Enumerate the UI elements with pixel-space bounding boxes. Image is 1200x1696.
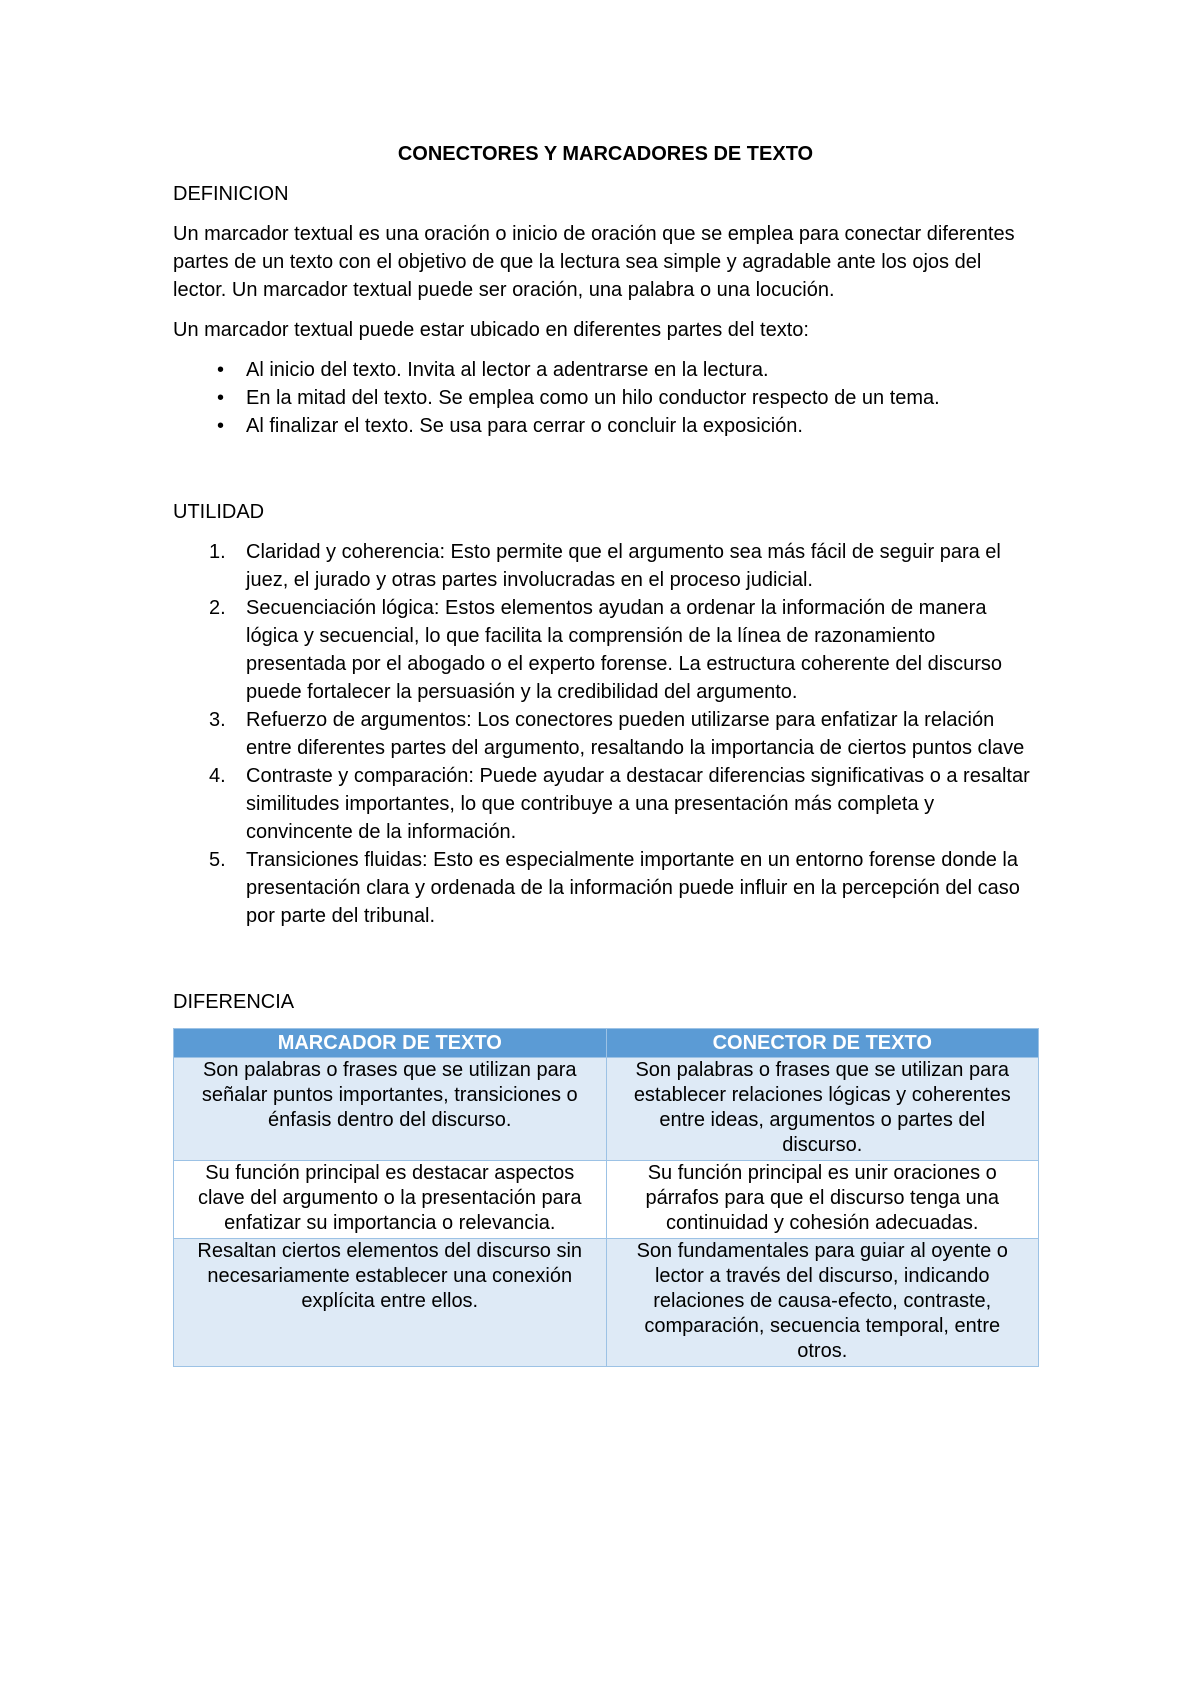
utility-numbered-list	[173, 538, 1038, 930]
document-page	[173, 140, 1038, 1367]
section-heading-utilidad: UTILIDAD	[173, 501, 265, 523]
table-cell: Su función principal es destacar aspectos clave del argumento o la presentación para enfatizar su importancia o relevancia.	[174, 1161, 607, 1239]
item-number: 3.	[209, 709, 226, 731]
table-row	[174, 1161, 1039, 1239]
item-text: Contraste y comparación: Puede ayudar a destacar diferencias significativas o a resaltar similitudes importantes, lo que contribuye a una presentación más completa y convincente de la información.	[246, 765, 1030, 843]
numbered-item	[173, 706, 1038, 762]
location-intro-paragraph: Un marcador textual puede estar ubicado en diferentes partes del texto:	[173, 319, 809, 341]
location-bullet-list	[173, 356, 1038, 440]
item-number: 2.	[209, 597, 226, 619]
item-text: Transiciones fluidas: Esto es especialmente importante en un entorno forense donde la presentación clara y ordenada de la información puede influir en la percepción del caso por parte del tribunal.	[246, 849, 1020, 927]
item-number: 5.	[209, 849, 226, 871]
item-number: 4.	[209, 765, 226, 787]
numbered-item	[173, 762, 1038, 846]
table-row	[174, 1239, 1039, 1367]
table-row	[174, 1058, 1039, 1161]
table-cell: Son palabras o frases que se utilizan para señalar puntos importantes, transiciones o énfasis dentro del discurso.	[174, 1058, 607, 1161]
section-heading-diferencia: DIFERENCIA	[173, 991, 295, 1013]
numbered-item	[173, 846, 1038, 930]
item-number: 1.	[209, 541, 226, 563]
section-heading-definicion: DEFINICION	[173, 183, 289, 205]
table-cell: Son palabras o frases que se utilizan para establecer relaciones lógicas y coherentes entre ideas, argumentos o partes del discurso.	[606, 1058, 1039, 1161]
numbered-item	[173, 594, 1038, 706]
bullet-item: • Al inicio del texto. Invita al lector a adentrarse en la lectura.	[173, 356, 1038, 384]
column-header-marcador: MARCADOR DE TEXTO	[174, 1029, 607, 1058]
column-header-conector: CONECTOR DE TEXTO	[606, 1029, 1039, 1058]
item-text: Secuenciación lógica: Estos elementos ayudan a ordenar la información de manera lógica y secuencial, lo que facilita la comprensión de la línea de razonamiento presentada por el abogado o el experto forense. La estructura coherente del discurso puede fortalecer la persuasión y la credibilidad del argumento.	[246, 597, 1003, 703]
bullet-item: • En la mitad del texto. Se emplea como un hilo conductor respecto de un tema.	[173, 384, 1038, 412]
difference-table	[173, 1028, 1039, 1367]
bullet-item: • Al finalizar el texto. Se usa para cerrar o concluir la exposición.	[173, 412, 1038, 440]
item-text: Claridad y coherencia: Esto permite que el argumento sea más fácil de seguir para el juez, el jurado y otras partes involucradas en el proceso judicial.	[246, 541, 1001, 591]
table-cell: Son fundamentales para guiar al oyente o lector a través del discurso, indicando relaciones de causa-efecto, contraste, comparación, secuencia temporal, entre otros.	[606, 1239, 1039, 1367]
table-cell: Su función principal es unir oraciones o párrafos para que el discurso tenga una continuidad y cohesión adecuadas.	[606, 1161, 1039, 1239]
item-text: Refuerzo de argumentos: Los conectores pueden utilizarse para enfatizar la relación entre diferentes partes del argumento, resaltando la importancia de ciertos puntos clave	[246, 709, 1025, 759]
numbered-item	[173, 538, 1038, 594]
table-header-row	[174, 1029, 1039, 1058]
table-cell: Resaltan ciertos elementos del discurso sin necesariamente establecer una conexión explícita entre ellos.	[174, 1239, 607, 1367]
document-title: CONECTORES Y MARCADORES DE TEXTO	[397, 143, 814, 165]
definition-paragraph: Un marcador textual es una oración o inicio de oración que se emplea para conectar diferentes partes de un texto con el objetivo de que la lectura sea simple y agradable ante los ojos del lector. Un marcador textual puede ser oración, una palabra o una locución.	[173, 223, 1015, 301]
